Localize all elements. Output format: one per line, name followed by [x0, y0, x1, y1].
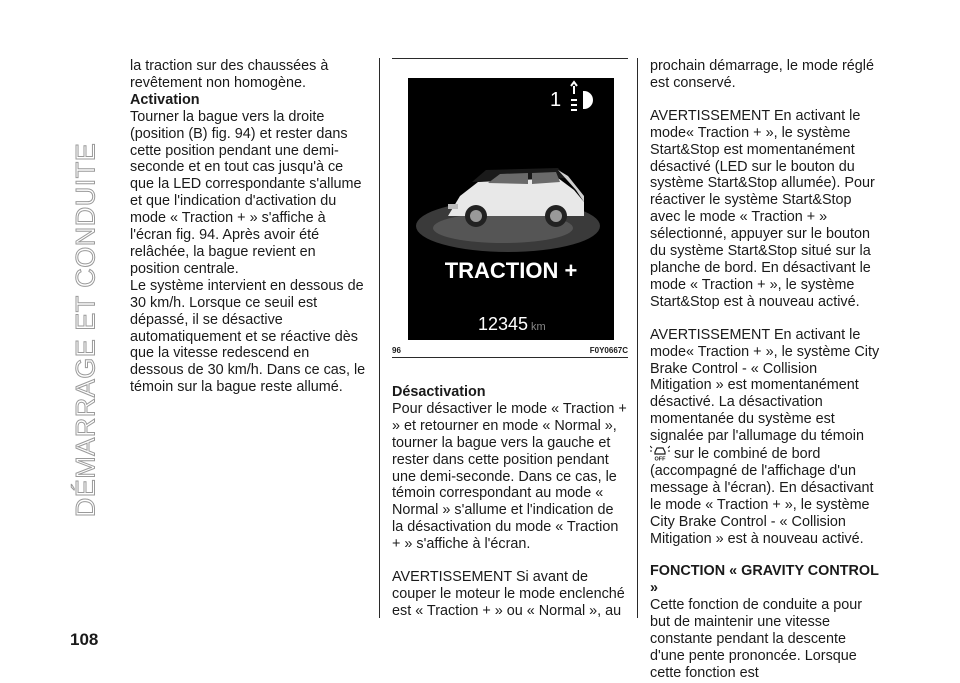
gear-indicator: 1 — [550, 89, 562, 111]
figure-top-rule — [392, 58, 628, 59]
paragraph: prochain démarrage, le mode réglé est conservé. — [650, 58, 874, 91]
dashboard-display-figure — [408, 78, 614, 340]
collision-mitigation-off-icon — [650, 445, 670, 461]
column-divider — [637, 58, 638, 618]
section-heading-activation: Activation — [130, 91, 200, 108]
dashboard-display — [408, 78, 614, 340]
chapter-title: DÉMARRAGE ET CONDUITE — [70, 142, 101, 518]
page-number: 108 — [70, 630, 99, 649]
column-1 — [130, 58, 366, 396]
paragraph: AVERTISSEMENT En activant le mode« Traction + », le système Start&Stop est momentanément désactivé (LED sur le bouton du système Start&Stop allumée). Pour réactiver le système Start&Stop avec le mode « Traction + » sélectionné, appuyer sur le bouton du système Start&Stop situé sur la planche de bord. En désactivant le mode « Traction + », le système Start&Stop est à nouveau activé. — [650, 107, 875, 310]
odometer-unit: km — [531, 321, 546, 333]
figure-code: F0Y0667C — [589, 346, 628, 355]
section-heading-gravity-control: FONCTION « GRAVITY CONTROL » — [650, 563, 879, 597]
figure-number: 96 — [392, 346, 401, 355]
paragraph-part: sur le combiné de bord (accompagné de l'affichage d'un message à l'écran). En désactivant le mode « Traction + », le système City Brake Control - « Collision Mitigation » est à nouveau activé. — [650, 446, 874, 547]
paragraph: la traction sur des chaussées à revêtement non homogène. — [130, 58, 329, 91]
column-3 — [650, 58, 880, 682]
traction-mode-label: TRACTION + — [444, 258, 578, 283]
paragraph: Cette fonction de conduite a pour but de maintenir une vitesse constante pendant la descente d'une pente prononcée. Lorsque cette fonction est — [650, 597, 863, 681]
paragraph: AVERTISSEMENT Si avant de couper le moteur le mode enclenché est « Traction + » ou « Normal », au — [392, 569, 625, 619]
column-2-body — [392, 384, 628, 620]
paragraph — [650, 327, 880, 548]
paragraph-part: AVERTISSEMENT En activant le mode« Traction + », le système City Brake Control - « Collision Mitigation » est momentanément désactivé. La désactivation momentanée du système est signalée par l'allumage du témoin — [650, 326, 880, 445]
figure-bottom-rule — [392, 357, 628, 358]
paragraph: Pour désactiver le mode « Traction + » et retourner en mode « Normal », tourner la bague vers la gauche et rester dans cette position pendant une demi-seconde. Dans ce cas, le témoin correspondant au mode « Normal » s'allume et l'indication de la désactivation du mode « Traction + » s'affiche à l'écran. — [392, 400, 627, 553]
paragraph: Tourner la bague vers la droite (position (B) fig. 94) et rester dans cette position pendant une demi-seconde et en tout cas jusqu'à ce que la LED correspondante s'allume et que l'indication d'activation du mode « Traction + » s'affiche à l'écran fig. 94. Après avoir été relâchée, la bague revient en position centrale. — [130, 108, 362, 277]
paragraph: Le système intervient en dessous de 30 km/h. Lorsque ce seuil est dépassé, il se désactive automatiquement et se réactive dès que la vitesse redescend en dessous de 30 km/h. Dans ce cas, le témoin sur la bague reste allumé. — [130, 277, 366, 396]
icon-off-label: OFF — [654, 456, 666, 462]
column-divider — [379, 58, 380, 618]
odometer-value: 12345 — [477, 314, 528, 334]
section-heading-desactivation: Désactivation — [392, 384, 486, 400]
